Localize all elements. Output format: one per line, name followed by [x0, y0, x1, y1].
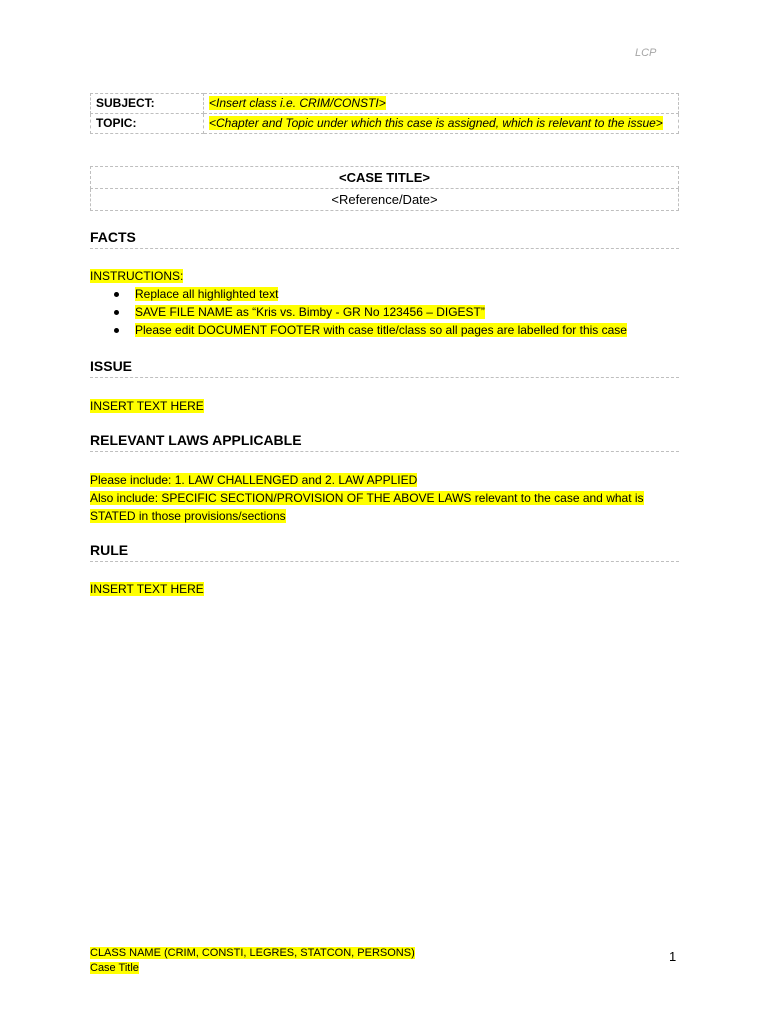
instruction-text[interactable]: SAVE FILE NAME as “Kris vs. Bimby - GR No 123456 – DIGEST” — [135, 305, 485, 319]
bullet-icon — [114, 292, 119, 297]
topic-row — [91, 114, 679, 134]
header-mark: LCP — [635, 47, 657, 59]
instructions-list — [90, 285, 679, 339]
document-footer — [90, 946, 415, 976]
subject-label: SUBJECT: — [91, 94, 204, 114]
laws-line-1[interactable]: Please include: 1. LAW CHALLENGED and 2. LAW APPLIED — [90, 473, 418, 487]
subject-value-cell — [204, 94, 679, 114]
page-number: 1 — [669, 949, 677, 964]
footer-case-title[interactable]: Case Title — [90, 962, 139, 974]
instructions-label[interactable]: INSTRUCTIONS: — [90, 269, 184, 283]
case-title-table — [90, 166, 679, 211]
laws-line-3[interactable]: STATED in those provisions/sections — [90, 509, 286, 523]
issue-heading: ISSUE — [90, 358, 679, 378]
rule-heading: RULE — [90, 542, 679, 562]
case-reference[interactable]: <Reference/Date> — [91, 189, 679, 211]
subject-row — [91, 94, 679, 114]
rule-body — [90, 580, 679, 598]
facts-heading: FACTS — [90, 229, 679, 249]
bullet-icon — [114, 310, 119, 315]
topic-label: TOPIC: — [91, 114, 204, 134]
laws-line-2[interactable]: Also include: SPECIFIC SECTION/PROVISION OF THE ABOVE LAWS relevant to the case and what is — [90, 491, 644, 505]
issue-text[interactable]: INSERT TEXT HERE — [90, 399, 204, 413]
instruction-text[interactable]: Replace all highlighted text — [135, 287, 279, 301]
list-item — [90, 285, 679, 303]
laws-body — [90, 471, 679, 525]
rule-text[interactable]: INSERT TEXT HERE — [90, 582, 204, 596]
facts-instructions — [90, 267, 679, 339]
list-item — [90, 321, 679, 339]
instruction-text[interactable]: Please edit DOCUMENT FOOTER with case title/class so all pages are labelled for this case — [135, 323, 627, 337]
case-title[interactable]: <CASE TITLE> — [91, 167, 679, 189]
list-item — [90, 303, 679, 321]
bullet-icon — [114, 328, 119, 333]
laws-heading: RELEVANT LAWS APPLICABLE — [90, 432, 679, 452]
topic-value[interactable]: <Chapter and Topic under which this case is assigned, which is relevant to the issue> — [209, 116, 663, 130]
topic-value-cell — [204, 114, 679, 134]
footer-class-name[interactable]: CLASS NAME (CRIM, CONSTI, LEGRES, STATCON, PERSONS) — [90, 947, 415, 959]
issue-body — [90, 397, 679, 415]
subject-value[interactable]: <Insert class i.e. CRIM/CONSTI> — [209, 96, 386, 110]
subject-topic-table — [90, 93, 679, 134]
